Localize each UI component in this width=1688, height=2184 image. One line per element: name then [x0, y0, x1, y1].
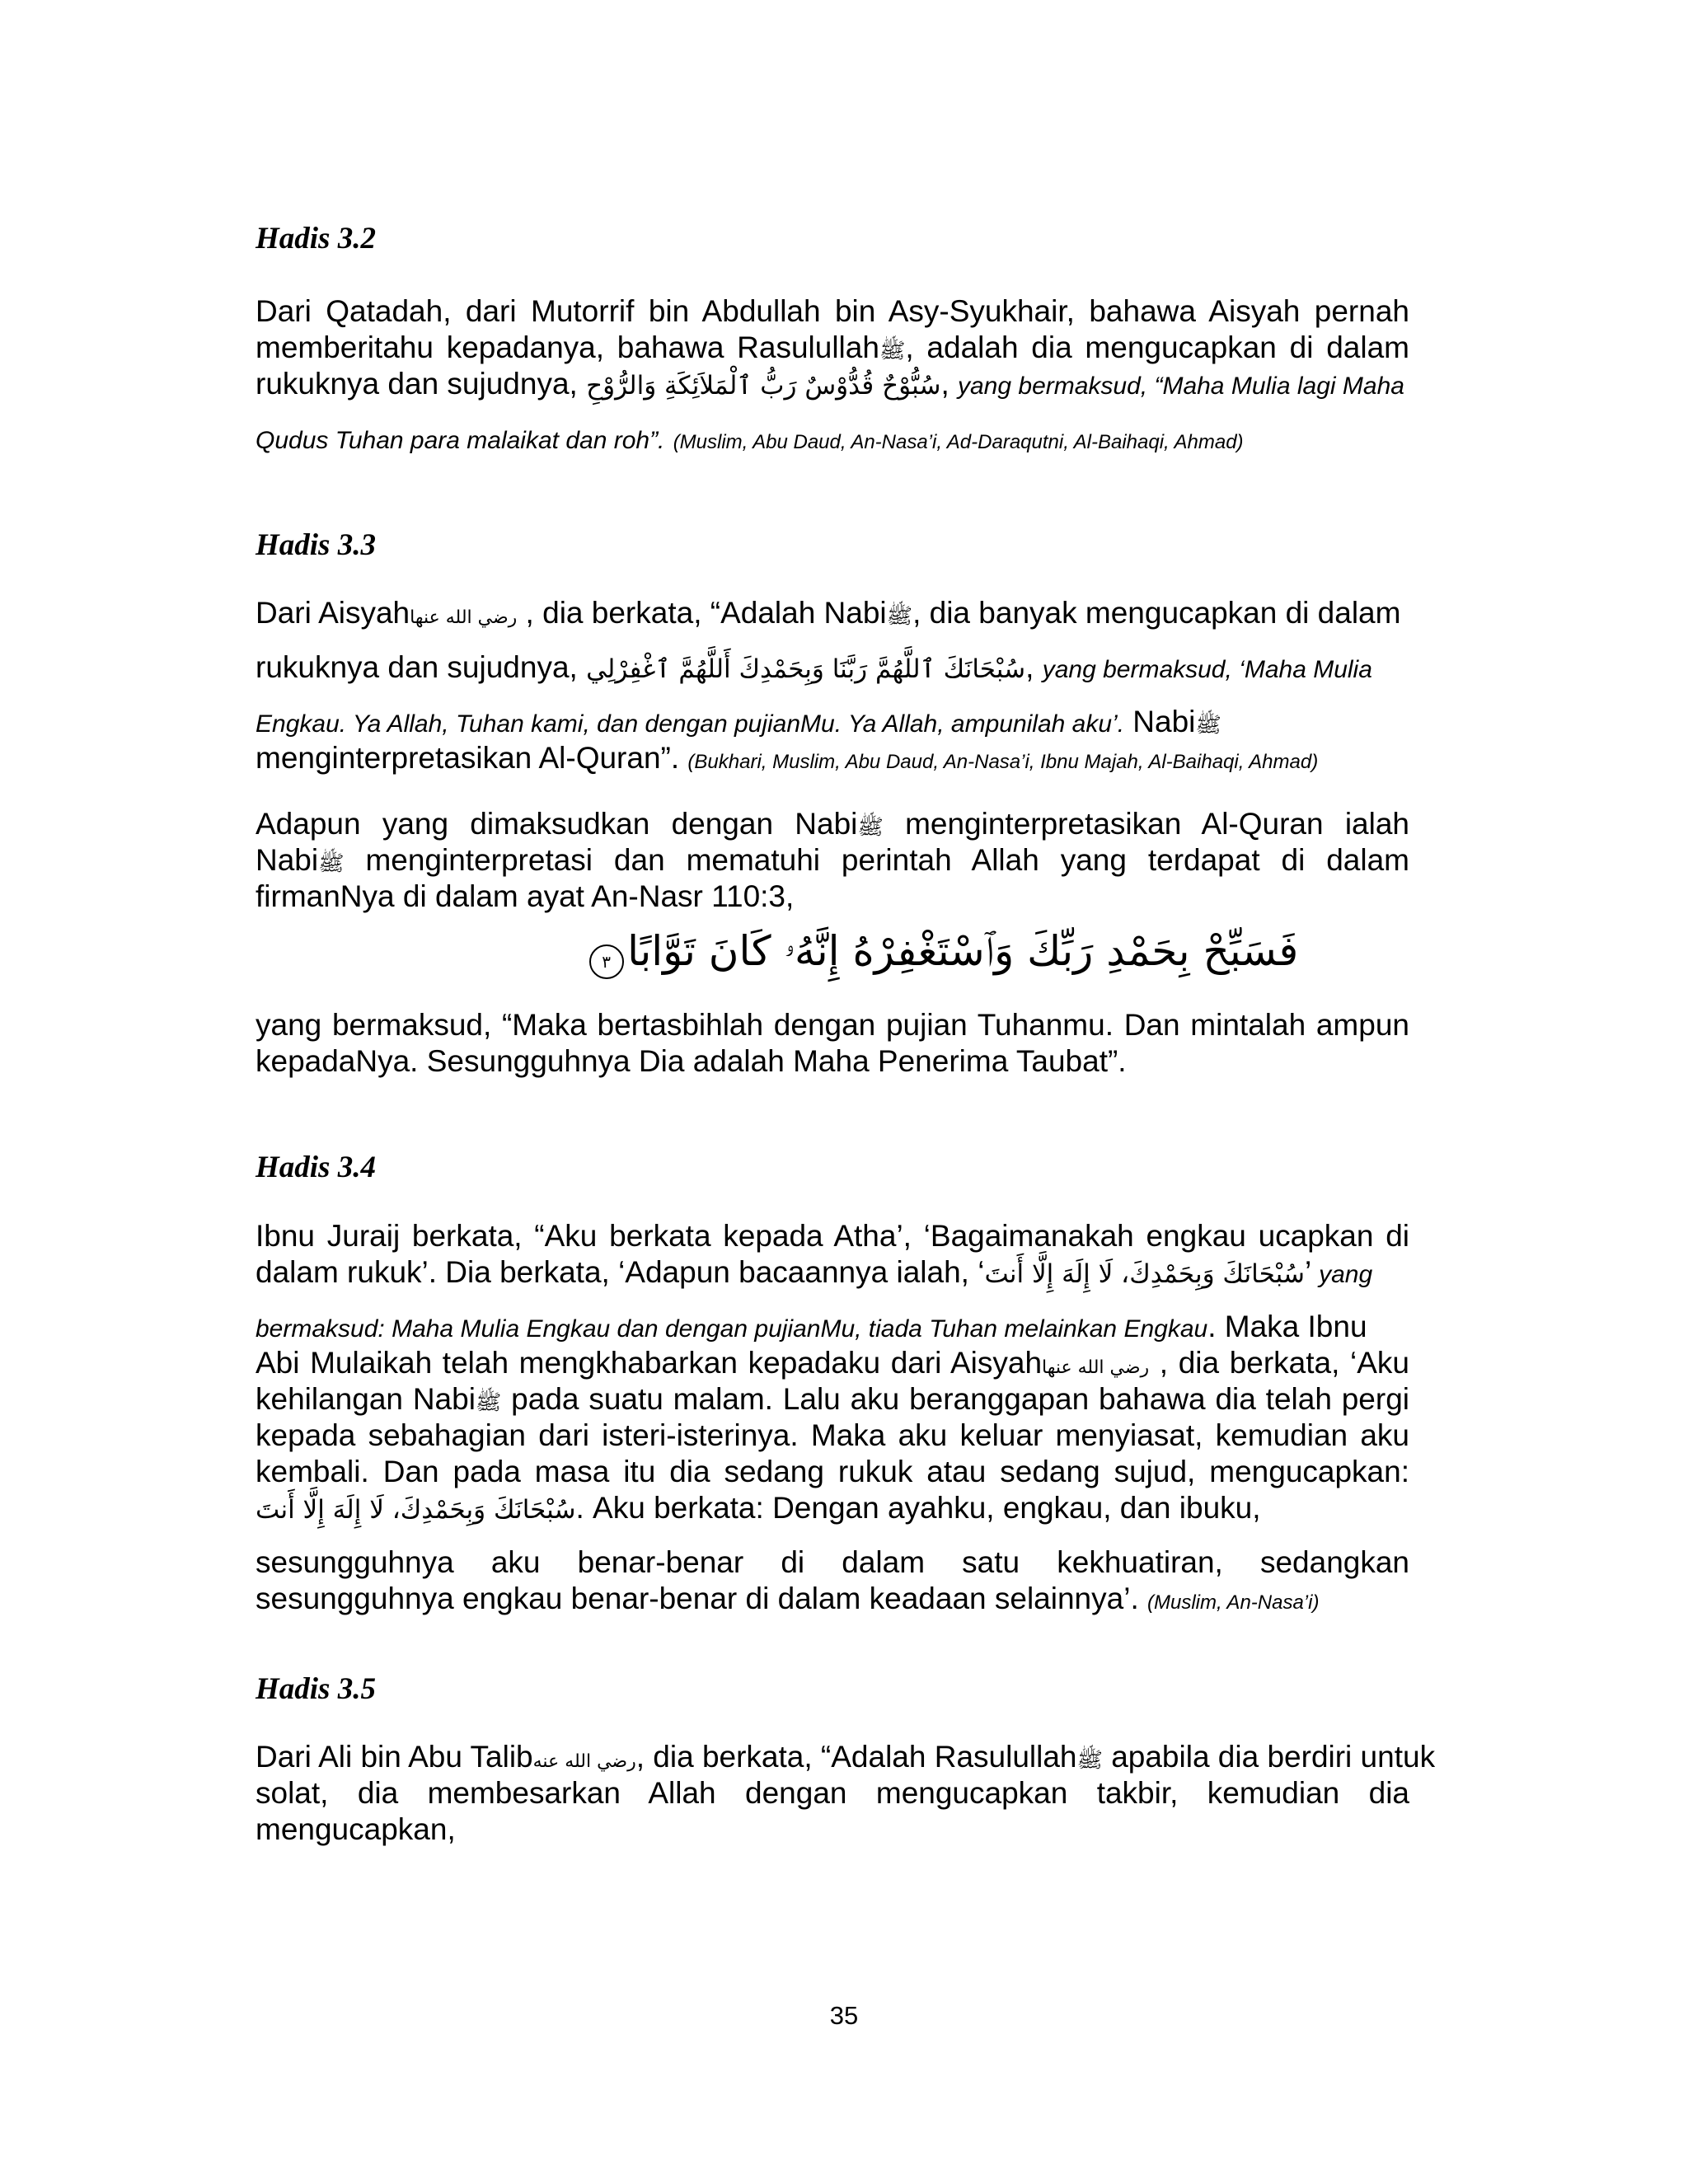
arabic-text: سُبُّوْحٌ قُدُّوْسٌ رَبُّ ٱلْمَلاَئِكَةِ وَالرُّوْحِ	[586, 371, 941, 401]
text-line: kembali. Dan pada masa itu dia sedang rukuk atau sedang sujud, mengucapkan:	[256, 1455, 1409, 1488]
hadis-3-3-body	[256, 595, 1409, 776]
verse-translation	[256, 1007, 1409, 1080]
text-line: Dari Qatadah, dari Mutorrif bin Abdullah bin Asy-Syukhair, bahawa Aisyah pernah	[256, 294, 1409, 328]
heading-hadis-3-5: Hadis 3.5	[256, 1672, 376, 1706]
saw-honorific-icon: ﷺ	[857, 815, 884, 840]
text-line: firmanNya di dalam ayat An-Nasr 110:3,	[256, 879, 795, 913]
adapun-paragraph	[256, 806, 1409, 915]
text-line: Qudus Tuhan para malaikat dan roh”. (Muslim, Abu Daud, An-Nasa’i, Ad-Daraqutni, Al-Baihaqi, Ahmad)	[256, 427, 1244, 454]
text-line: Dari Ali bin Abu Talibرضي الله عنه, dia berkata, “Adalah Rasulullahﷺ apabila dia berdiri untuk	[256, 1739, 1409, 1775]
text-line: Engkau. Ya Allah, Tuhan kami, dan dengan pujianMu. Ya Allah, ampunilah aku’. Nabiﷺ	[256, 704, 1409, 740]
ayah-number-marker: ٣	[589, 944, 624, 979]
arabic-text: سُبْحَانَكَ وَبِحَمْدِكَ، لَا إِلَهَ إِلَّا أَنتَ	[984, 1259, 1305, 1289]
text-line: kepada sebahagian dari isteri-isterinya. Maka aku keluar menyiasat, kemudian aku	[256, 1418, 1409, 1452]
text-line: memberitahu kepadanya, bahawa Rasulullahﷺ, adalah dia mengucapkan di dalam	[256, 330, 1409, 366]
saw-honorific-icon: ﷺ	[879, 339, 906, 363]
page-number: 35	[829, 2001, 859, 2030]
text-line: Dari Aisyahرضي الله عنها , dia berkata, “Adalah Nabiﷺ, dia banyak mengucapkan di dalam	[256, 595, 1409, 649]
text-line: kehilangan Nabiﷺ pada suatu malam. Lalu aku beranggapan bahawa dia telah pergi	[256, 1381, 1409, 1418]
text-line: yang bermaksud, “Maka bertasbihlah dengan pujian Tuhanmu. Dan mintalah ampun	[256, 1008, 1409, 1042]
text-line: Ibnu Juraij berkata, “Aku berkata kepada Atha’, ‘Bagaimanakah engkau ucapkan di	[256, 1219, 1409, 1253]
heading-hadis-3-4: Hadis 3.4	[256, 1151, 376, 1184]
text-line: rukuknya dan sujudnya, سُبُّوْحٌ قُدُّوْسٌ رَبُّ ٱلْمَلاَئِكَةِ وَالرُّوْحِ, yang bermaksud, “Maha Mulia lagi Maha	[256, 367, 1404, 401]
citation: (Muslim, Abu Daud, An-Nasa’i, Ad-Daraqutni, Al-Baihaqi, Ahmad)	[673, 431, 1244, 453]
text-line: Abi Mulaikah telah mengkhabarkan kepadaku dari Aisyahرضي الله عنها , dia berkata, ‘Aku	[256, 1345, 1409, 1381]
text-line: mengucapkan,	[256, 1812, 456, 1846]
saw-honorific-icon: ﷺ	[318, 851, 345, 876]
text-line: bermaksud: Maha Mulia Engkau dan dengan pujianMu, tiada Tuhan melainkan Engkau. Maka Ibnu	[256, 1310, 1367, 1343]
hadis-3-4-body	[256, 1218, 1409, 1617]
text-line: Adapun yang dimaksudkan dengan Nabiﷺ menginterpretasikan Al-Quran ialah	[256, 806, 1409, 842]
hadis-3-5-body	[256, 1739, 1436, 1848]
text-line: kepadaNya. Sesungguhnya Dia adalah Maha Penerima Taubat”.	[256, 1044, 1127, 1078]
text-line: rukuknya dan sujudnya, سُبْحَانَكَ ٱللَّهُمَّ رَبَّنَا وَبِحَمْدِكَ أَللَّهُمَّ ٱغْفِرْلِي, yang bermaksud, ‘Maha Mulia	[256, 650, 1372, 684]
arabic-text: سُبْحَانَكَ ٱللَّهُمَّ رَبَّنَا وَبِحَمْدِكَ أَللَّهُمَّ ٱغْفِرْلِي	[586, 654, 1026, 684]
saw-honorific-icon: ﷺ	[1076, 1748, 1103, 1773]
text-line: sesungguhnya engkau benar-benar di dalam keadaan selainnya’. (Muslim, An-Nasa’i)	[256, 1582, 1320, 1615]
text-line: Nabiﷺ menginterpretasi dan mematuhi perintah Allah yang terdapat di dalam	[256, 842, 1409, 879]
radhiyallahu-anha-icon: رضي الله عنها	[410, 607, 518, 628]
heading-hadis-3-3: Hadis 3.3	[256, 528, 376, 562]
heading-hadis-3-2: Hadis 3.2	[256, 222, 376, 255]
text-line: dalam rukuk’. Dia berkata, ‘Adapun bacaannya ialah, ‘سُبْحَانَكَ وَبِحَمْدِكَ، لَا إِلَهَ إِلَّا أَنتَ’ yang	[256, 1255, 1373, 1289]
radhiyallahu-anha-icon: رضي الله عنها	[1042, 1357, 1150, 1378]
radhiyallahu-anhu-icon: رضي الله عنه	[532, 1751, 636, 1772]
quran-verse-text: فَسَبِّحْ بِحَمْدِ رَبِّكَ وَٱسْتَغْفِرْهُ إِنَّهُۥ كَانَ تَوَّابًا	[627, 927, 1299, 975]
hadis-3-2-body	[256, 293, 1409, 457]
quran-verse	[470, 927, 1418, 979]
citation: (Bukhari, Muslim, Abu Daud, An-Nasa’i, Ibnu Majah, Al-Baihaqi, Ahmad)	[687, 751, 1319, 773]
text-line: solat, dia membesarkan Allah dengan mengucapkan takbir, kemudian dia	[256, 1776, 1409, 1810]
saw-honorific-icon: ﷺ	[1195, 713, 1221, 738]
saw-honorific-icon: ﷺ	[475, 1390, 502, 1415]
text-line: menginterpretasikan Al-Quran”. (Bukhari, Muslim, Abu Daud, An-Nasa’i, Ibnu Majah, Al-Baihaqi, Ahmad)	[256, 741, 1319, 775]
citation: (Muslim, An-Nasa’i)	[1147, 1591, 1320, 1614]
text-line: sesungguhnya aku benar-benar di dalam satu kekhuatiran, sedangkan	[256, 1545, 1409, 1579]
saw-honorific-icon: ﷺ	[886, 604, 913, 629]
arabic-text: سُبْحَانَكَ وَبِحَمْدِكَ، لَا إِلَهَ إِلَّا أَنتَ	[256, 1495, 576, 1525]
text-line: سُبْحَانَكَ وَبِحَمْدِكَ، لَا إِلَهَ إِلَّا أَنتَ. Aku berkata: Dengan ayahku, engkau, dan ibuku,	[256, 1491, 1261, 1525]
